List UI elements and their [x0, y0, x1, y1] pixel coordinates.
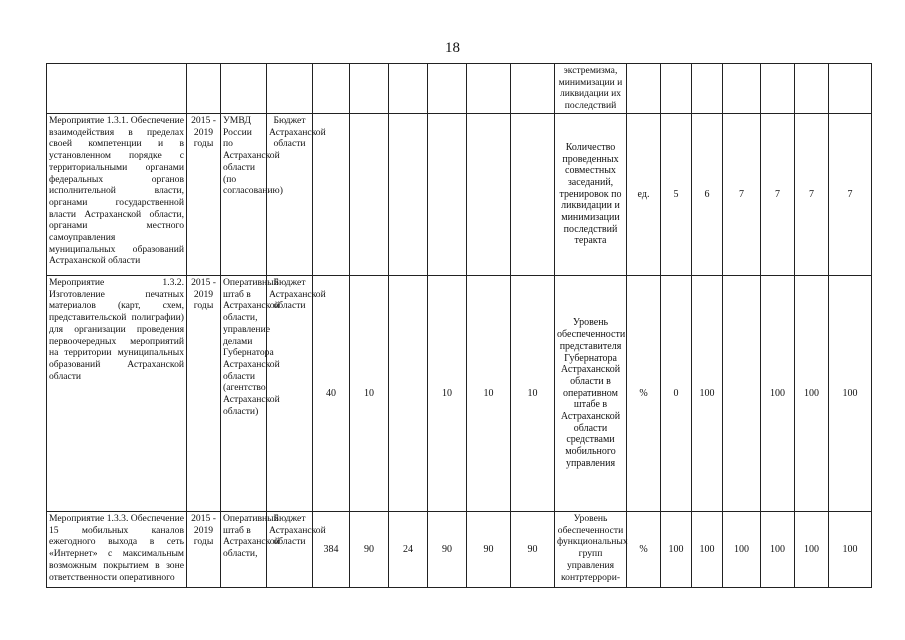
cell-source: Бюджет Астраханской области — [267, 276, 313, 512]
cell-years: 2015 - 2019 годы — [187, 276, 221, 512]
cell-fin-2018: 90 — [467, 512, 511, 588]
cell-fin-2017 — [428, 114, 467, 276]
cell-indicator: Уровень обеспеченности представителя Губернатора Астраханской области в оперативном штабе в Астраханской области средствами мобильного управления — [555, 276, 627, 512]
cell-fin-total: 384 — [313, 512, 350, 588]
cell-fin-2018 — [467, 114, 511, 276]
cell-fin-total: 40 — [313, 276, 350, 512]
cell-value-2018: 100 — [795, 512, 829, 588]
cell-value-2015: 6 — [692, 114, 723, 276]
cell-value-2015: 100 — [692, 276, 723, 512]
cell-value-2019: 100 — [829, 512, 872, 588]
cell-fin-2016 — [389, 114, 428, 276]
cell-unit: % — [627, 276, 661, 512]
table-row — [47, 114, 872, 276]
cell-years: 2015 - 2019 годы — [187, 512, 221, 588]
cell-executor: Оперативный штаб в Астраханской области, управление делами Губернатора Астраханской области (агентство Астраханской области) — [221, 276, 267, 512]
cell-indicator: Количество проведенных совместных заседаний, тренировок по ликвидации и минимизации последствий теракта — [555, 114, 627, 276]
cell-value-2015: 100 — [692, 512, 723, 588]
cell-value-2018: 100 — [795, 276, 829, 512]
cell-value-2017: 7 — [761, 114, 795, 276]
cell-fin-2015: 90 — [350, 512, 389, 588]
cell-value-2017: 100 — [761, 512, 795, 588]
cell-source: Бюджет Астраханской области — [267, 512, 313, 588]
cell-value-base: 5 — [661, 114, 692, 276]
cell-fin-2016: 24 — [389, 512, 428, 588]
cell-fin-2015: 10 — [350, 276, 389, 512]
cell-unit: % — [627, 512, 661, 588]
cell-fin-2019: 90 — [511, 512, 555, 588]
cell-value-2016 — [723, 276, 761, 512]
cell-fin-2019: 10 — [511, 276, 555, 512]
table-row-continuation — [47, 64, 872, 114]
cell-indicator: Уровень обеспеченности функциональных групп управления контртеррори- — [555, 512, 627, 588]
cell-executor: УМВД России по Астраханской области (по согласованию) — [221, 114, 267, 276]
cell-fin-2019 — [511, 114, 555, 276]
cell-value-2017: 100 — [761, 276, 795, 512]
cell-fin-2018: 10 — [467, 276, 511, 512]
cell-fin-2016 — [389, 276, 428, 512]
cell-activity: Мероприятие 1.3.2. Изготовление печатных материалов (карт, схем, представительской полиграфии) для организации проведения первоочередных мероприятий на территории муниципальных образований Астраханской области — [47, 276, 187, 512]
cell-value-2016: 100 — [723, 512, 761, 588]
cell-fin-2017: 90 — [428, 512, 467, 588]
cell-indicator: экстремизма, минимизации и ликвидации их последствий — [555, 64, 627, 114]
table-row — [47, 512, 872, 588]
cell-fin-2017: 10 — [428, 276, 467, 512]
cell-activity: Мероприятие 1.3.1. Обеспечение взаимодействия в пределах своей компетенции и в установленном порядке с территориальными органами федеральных органов исполнительной власти, органами государственной власти Астраханской области, органами местного самоуправления муниципальных образований Астраханской области — [47, 114, 187, 276]
cell-activity-empty — [47, 64, 187, 114]
cell-years: 2015 - 2019 годы — [187, 114, 221, 276]
table-row — [47, 276, 872, 512]
cell-value-base: 0 — [661, 276, 692, 512]
cell-activity: Мероприятие 1.3.3. Обеспечение 15 мобильных каналов ежегодного выхода в сеть «Интернет» с максимальным возможным покрытием в зоне ответственности оперативного — [47, 512, 187, 588]
page-number: 18 — [445, 40, 460, 56]
cell-source: Бюджет Астраханской области — [267, 114, 313, 276]
program-table — [46, 63, 872, 588]
cell-value-2016: 7 — [723, 114, 761, 276]
cell-value-base: 100 — [661, 512, 692, 588]
cell-executor: Оперативный штаб в Астраханской области, — [221, 512, 267, 588]
cell-unit: ед. — [627, 114, 661, 276]
cell-value-2018: 7 — [795, 114, 829, 276]
cell-value-2019: 100 — [829, 276, 872, 512]
cell-value-2019: 7 — [829, 114, 872, 276]
cell-fin-2015 — [350, 114, 389, 276]
